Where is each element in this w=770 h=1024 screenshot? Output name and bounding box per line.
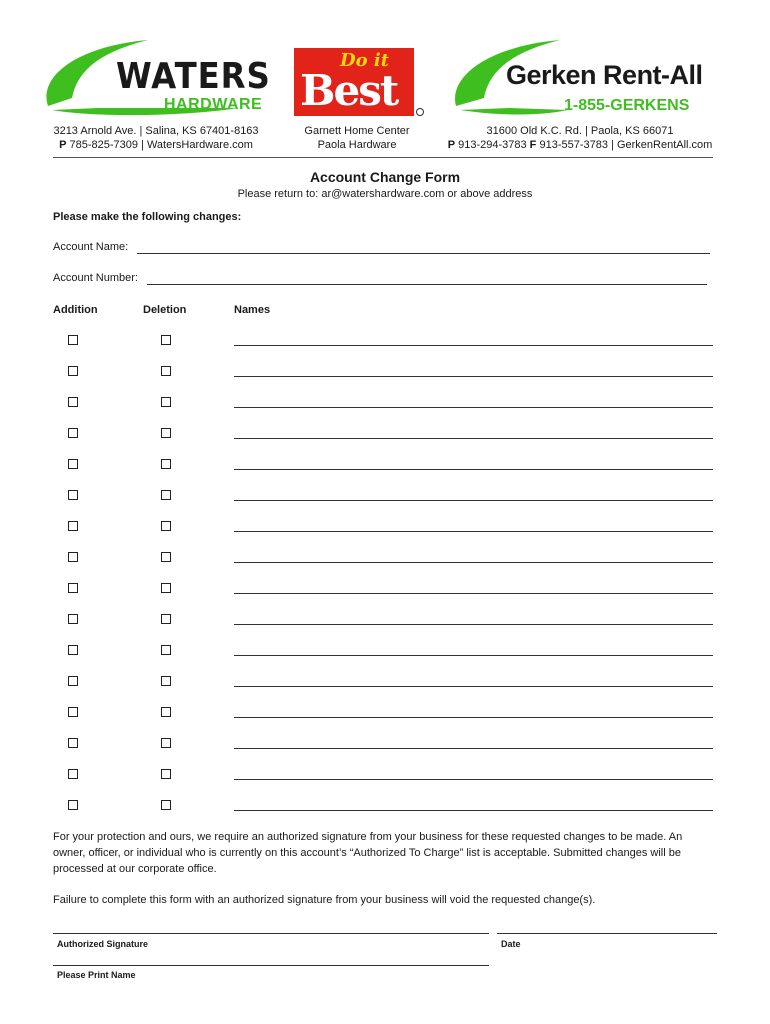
addition-checkbox[interactable] (68, 583, 78, 593)
doit-logo-text: Do it (340, 50, 390, 71)
name-field[interactable] (234, 593, 713, 594)
doitbest-address-block (292, 124, 422, 152)
name-field[interactable] (234, 376, 713, 377)
form-title: Account Change Form (309, 169, 461, 185)
gerken-phone-logo-text: 1-855-GERKENS (564, 97, 690, 114)
waters-address-block (36, 124, 276, 152)
deletion-checkbox[interactable] (161, 552, 171, 562)
print-name-field[interactable] (53, 965, 489, 966)
protection-paragraph: For your protection and ours, we require an authorized signature from your business for these requested changes to be made. An owner, officer, or individual who is currently on this account’s “Authorized To Charge” list is acceptable. Submitted changes will be processed at our corporate office. (53, 831, 683, 875)
deletion-checkbox[interactable] (161, 459, 171, 469)
account-number-label: Account Number: (53, 272, 138, 284)
deletion-checkbox[interactable] (161, 366, 171, 376)
name-field[interactable] (234, 500, 713, 501)
deletion-checkbox[interactable] (161, 707, 171, 717)
addition-checkbox[interactable] (68, 552, 78, 562)
deletion-checkbox[interactable] (161, 676, 171, 686)
authorized-signature-label: Authorized Signature (57, 939, 149, 949)
authorized-signature-field[interactable] (53, 933, 489, 934)
best-logo-text: Best (300, 66, 398, 115)
print-name-label: Please Print Name (57, 970, 136, 980)
name-field[interactable] (234, 748, 713, 749)
gerken-fax-web: 913-557-3783 | GerkenRentAll.com (539, 139, 713, 151)
gerken-p-label: P (447, 139, 456, 151)
deletion-checkbox[interactable] (161, 769, 171, 779)
gerken-phone-line (420, 138, 740, 152)
addition-checkbox[interactable] (68, 738, 78, 748)
addition-checkbox[interactable] (68, 645, 78, 655)
addition-checkbox[interactable] (68, 676, 78, 686)
instructions-heading: Please make the following changes: (53, 211, 242, 223)
gerken-address: 31600 Old K.C. Rd. | Paola, KS 66071 (486, 125, 674, 137)
addition-column-header: Addition (53, 304, 98, 316)
addition-checkbox[interactable] (68, 490, 78, 500)
account-name-label: Account Name: (53, 241, 129, 253)
deletion-checkbox[interactable] (161, 614, 171, 624)
waters-phone-line (36, 138, 276, 152)
name-field[interactable] (234, 345, 713, 346)
doitbest-logo (294, 48, 420, 116)
addition-checkbox[interactable] (68, 521, 78, 531)
name-field[interactable] (234, 469, 713, 470)
deletion-checkbox[interactable] (161, 521, 171, 531)
gerken-f-label: F (529, 139, 537, 151)
name-field[interactable] (234, 562, 713, 563)
hardware-logo-text: HARDWARE (164, 96, 263, 113)
gerken-rentall-logo (450, 36, 703, 120)
addition-checkbox[interactable] (68, 769, 78, 779)
account-name-field[interactable] (137, 253, 710, 254)
name-field[interactable] (234, 407, 713, 408)
addition-checkbox[interactable] (68, 707, 78, 717)
waters-logo-text: WATERS (116, 56, 271, 97)
deletion-checkbox[interactable] (161, 645, 171, 655)
addition-checkbox[interactable] (68, 397, 78, 407)
deletion-checkbox[interactable] (161, 490, 171, 500)
deletion-checkbox[interactable] (161, 738, 171, 748)
gerken-logo-text: Gerken Rent-All (506, 60, 703, 90)
return-note: Please return to: ar@watershardware.com or above address (237, 188, 533, 200)
garnett-line: Garnett Home Center (304, 125, 410, 137)
waters-address: 3213 Arnold Ave. | Salina, KS 67401-8163 (53, 125, 259, 137)
deletion-checkbox[interactable] (161, 428, 171, 438)
failure-paragraph: Failure to complete this form with an authorized signature from your business will void the requested change(s). (53, 894, 596, 906)
name-field[interactable] (234, 624, 713, 625)
addition-checkbox[interactable] (68, 614, 78, 624)
addition-checkbox[interactable] (68, 459, 78, 469)
name-field[interactable] (234, 810, 713, 811)
deletion-checkbox[interactable] (161, 583, 171, 593)
deletion-checkbox[interactable] (161, 335, 171, 345)
date-label: Date (501, 939, 521, 949)
addition-checkbox[interactable] (68, 366, 78, 376)
account-number-field[interactable] (147, 284, 707, 285)
name-field[interactable] (234, 779, 713, 780)
deletion-checkbox[interactable] (161, 397, 171, 407)
registered-mark-icon (416, 108, 424, 116)
deletion-checkbox[interactable] (161, 800, 171, 810)
gerken-p-number: 913-294-3783 (458, 139, 527, 151)
waters-hardware-logo (38, 36, 278, 120)
addition-checkbox[interactable] (68, 800, 78, 810)
addition-checkbox[interactable] (68, 428, 78, 438)
deletion-column-header: Deletion (143, 304, 187, 316)
name-field[interactable] (234, 717, 713, 718)
waters-phone: 785-825-7309 | WatersHardware.com (69, 139, 253, 151)
name-field[interactable] (234, 655, 713, 656)
waters-phone-label: P (59, 139, 67, 151)
addition-checkbox[interactable] (68, 335, 78, 345)
paola-line: Paola Hardware (317, 139, 397, 151)
header-divider (53, 157, 713, 158)
name-field[interactable] (234, 438, 713, 439)
names-column-header: Names (234, 304, 271, 316)
name-field[interactable] (234, 686, 713, 687)
gerken-address-block (420, 124, 740, 152)
name-field[interactable] (234, 531, 713, 532)
date-field[interactable] (497, 933, 717, 934)
